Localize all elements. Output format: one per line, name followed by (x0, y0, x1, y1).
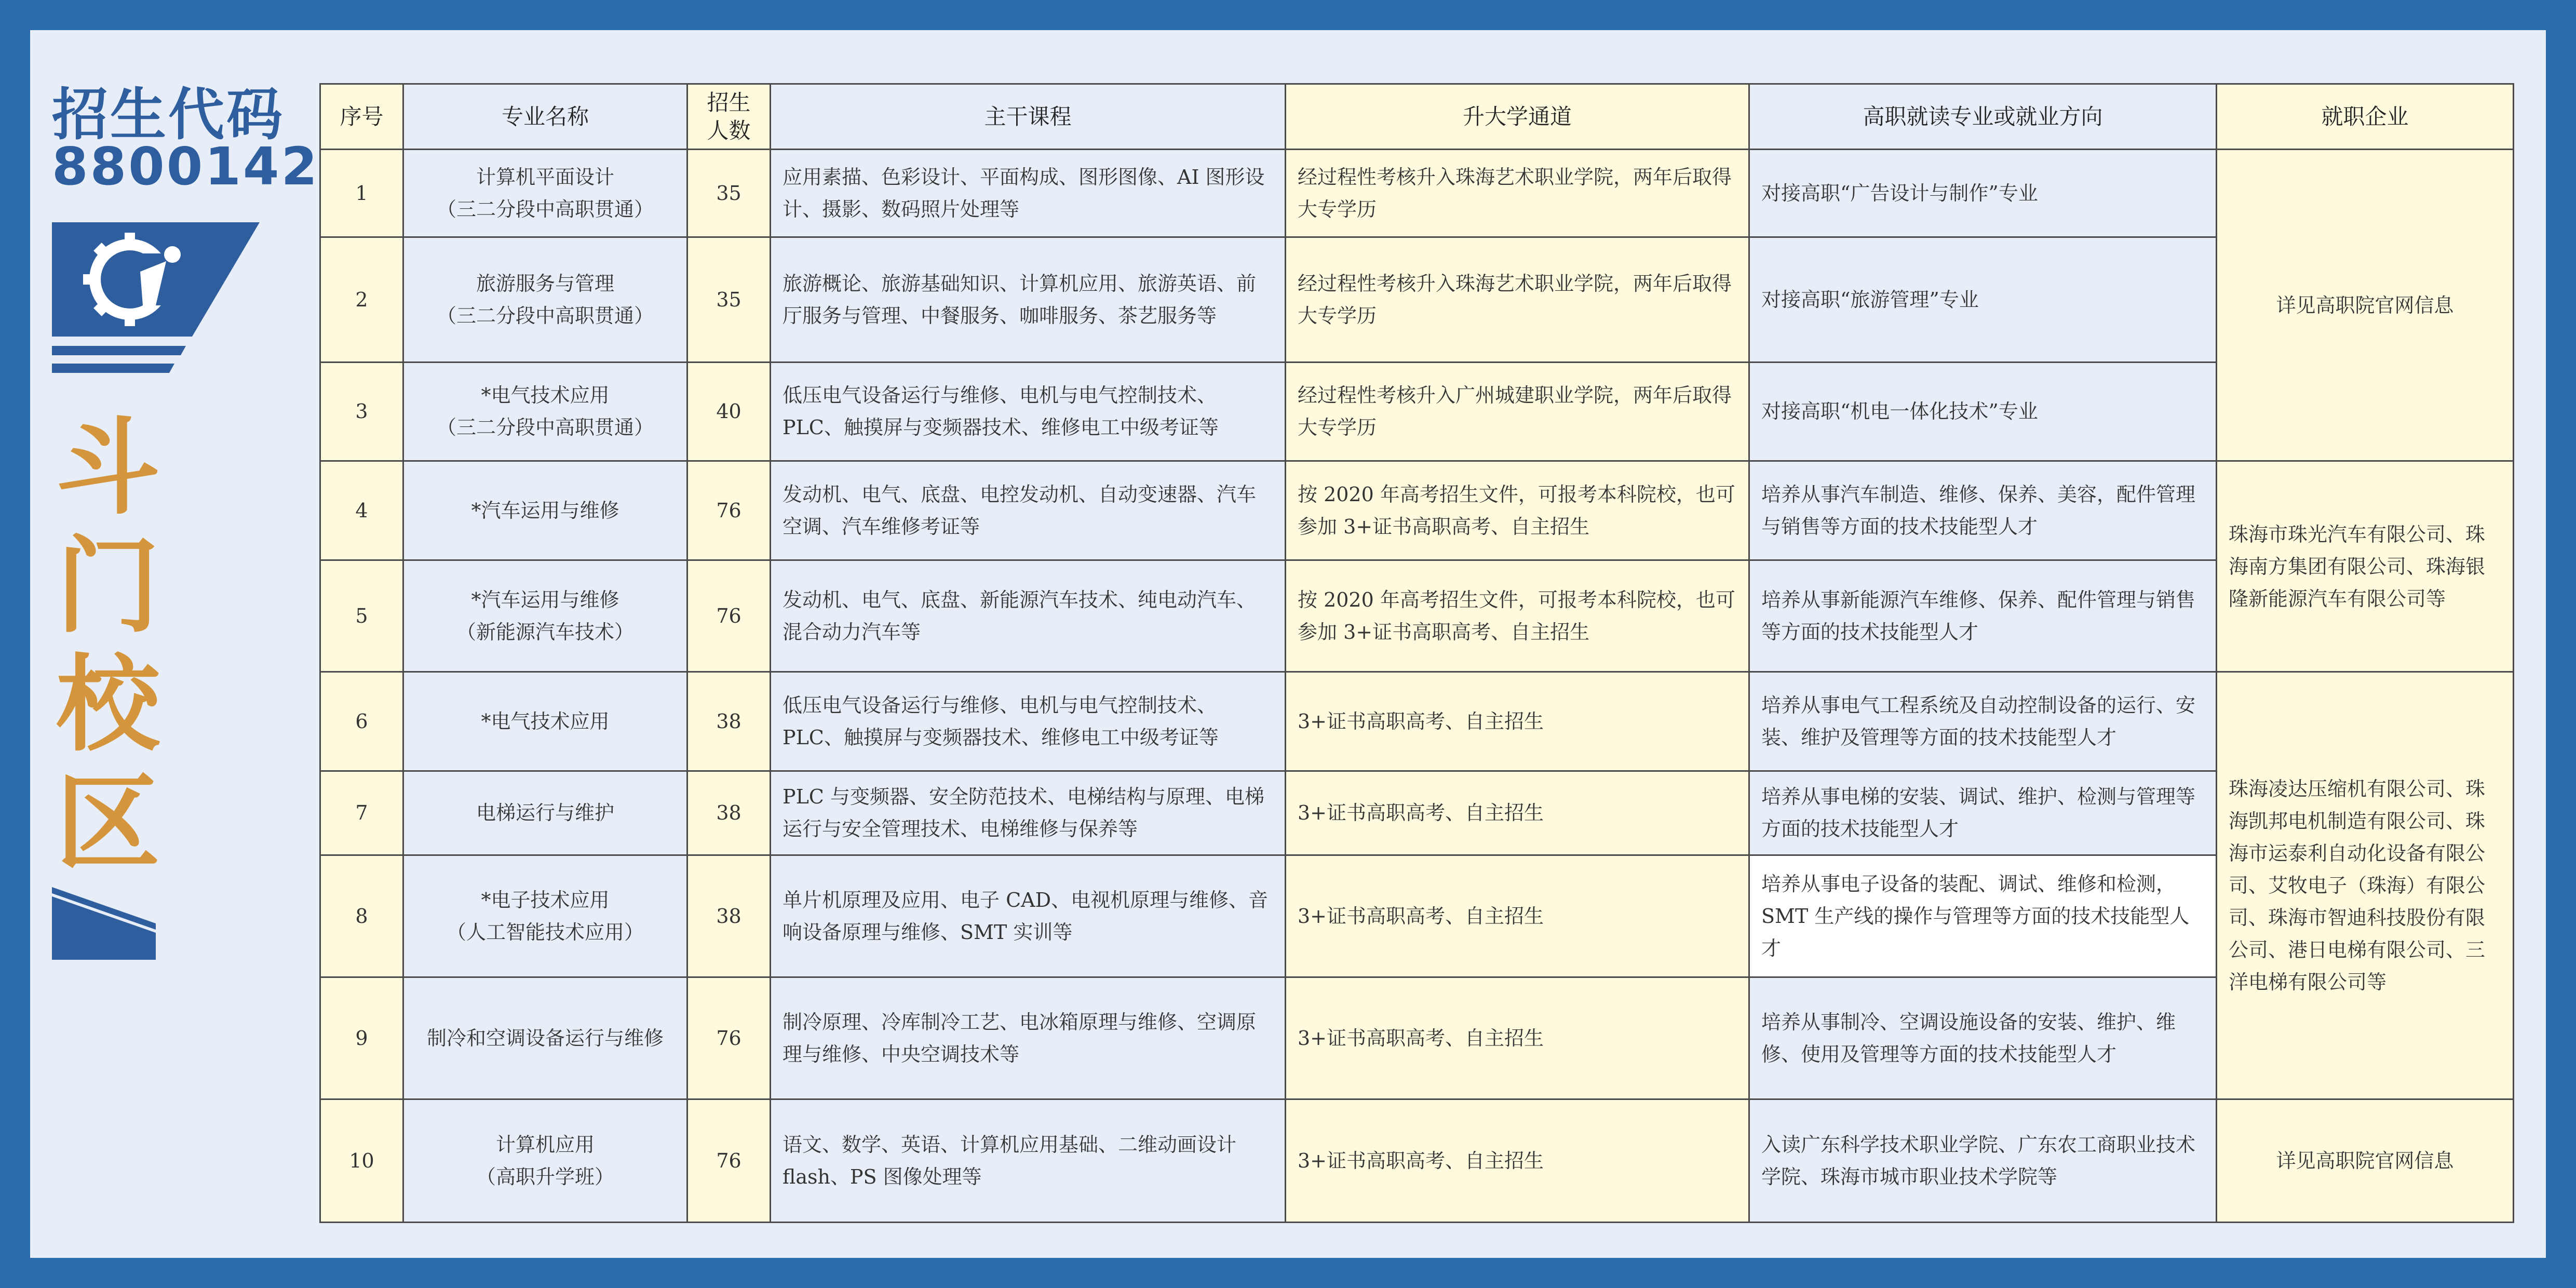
cell-direction: 培养从事汽车制造、维修、保养、美容，配件管理与销售等方面的技术技能型人才 (1749, 461, 2217, 560)
cell-name (403, 362, 687, 461)
header-name: 专业名称 (403, 84, 687, 150)
cell-higher: 3+证书高职高考、自主招生 (1286, 672, 1749, 771)
cell-enterprise: 详见高职院官网信息 (2217, 150, 2514, 461)
school-logo-icon (52, 222, 260, 388)
cell-name-main: *电子技术应用 (481, 889, 610, 912)
campus-name (51, 409, 165, 883)
cell-name (403, 237, 687, 362)
cell-direction: 培养从事电子设备的装配、调试、维修和检测，SMT 生产线的操作与管理等方面的技术技能型人才 (1749, 855, 2217, 977)
header-count-line2: 人数 (707, 117, 751, 143)
cell-higher: 按 2020 年高考招生文件，可报考本科院校，也可参加 3+证书高职高考、自主招生 (1286, 461, 1749, 560)
cell-courses: 低压电气设备运行与维修、电机与电气控制技术、PLC、触摸屏与变频器技术、维修电工中级考证等 (771, 362, 1286, 461)
cell-courses: 单片机原理及应用、电子 CAD、电视机原理与维修、音响设备原理与维修、SMT 实训等 (771, 855, 1286, 977)
cell-higher: 按 2020 年高考招生文件，可报考本科院校，也可参加 3+证书高职高考、自主招生 (1286, 560, 1749, 672)
cell-name-main: 计算机平面设计 (476, 165, 614, 189)
cell-name-sub: （三二分段中高职贯通） (436, 304, 654, 327)
decorative-stripe-icon (52, 887, 156, 960)
cell-name (403, 855, 687, 977)
header-num: 序号 (320, 84, 403, 150)
table-header-row (320, 84, 2514, 150)
cell-higher: 3+证书高职高考、自主招生 (1286, 771, 1749, 855)
cell-courses: 应用素描、色彩设计、平面构成、图形图像、AI 图形设计、摄影、数码照片处理等 (771, 150, 1286, 237)
table-row (320, 672, 2514, 771)
cell-enterprise: 珠海市珠光汽车有限公司、珠海南方集团有限公司、珠海银隆新能源汽车有限公司等 (2217, 461, 2514, 672)
cell-num: 1 (320, 150, 403, 237)
cell-count: 38 (687, 855, 771, 977)
header-courses: 主干课程 (771, 84, 1286, 150)
cell-direction: 培养从事电梯的安装、调试、维护、检测与管理等方面的技术技能型人才 (1749, 771, 2217, 855)
cell-name-main: 计算机应用 (495, 1133, 595, 1157)
cell-higher: 3+证书高职高考、自主招生 (1286, 855, 1749, 977)
cell-count: 76 (687, 977, 771, 1099)
cell-name (403, 977, 687, 1099)
cell-count: 38 (687, 771, 771, 855)
enrollment-code-number: 8800142 (52, 136, 320, 197)
poster-board (30, 30, 2546, 1258)
cell-courses: 低压电气设备运行与维修、电机与电气控制技术、PLC、触摸屏与变频器技术、维修电工中级考证等 (771, 672, 1286, 771)
cell-name (403, 150, 687, 237)
cell-name-main: *电气技术应用 (481, 384, 610, 407)
cell-count: 35 (687, 150, 771, 237)
cell-higher: 3+证书高职高考、自主招生 (1286, 977, 1749, 1099)
cell-name (403, 560, 687, 672)
cell-name-sub: （新能源汽车技术） (456, 620, 634, 643)
cell-higher: 3+证书高职高考、自主招生 (1286, 1099, 1749, 1223)
cell-name-sub: （人工智能技术应用） (446, 921, 644, 944)
cell-direction: 培养从事新能源汽车维修、保养、配件管理与销售等方面的技术技能型人才 (1749, 560, 2217, 672)
table-row (320, 1099, 2514, 1223)
table-row (320, 977, 2514, 1099)
major-table (319, 83, 2514, 1223)
cell-count: 76 (687, 560, 771, 672)
header-count-line1: 招生 (707, 89, 751, 115)
cell-name (403, 1099, 687, 1223)
cell-courses: PLC 与变频器、安全防范技术、电梯结构与原理、电梯运行与安全管理技术、电梯维修与保养等 (771, 771, 1286, 855)
cell-name (403, 672, 687, 771)
cell-name-main: *汽车运用与维修 (471, 588, 619, 611)
cell-count: 76 (687, 1099, 771, 1223)
cell-courses: 语文、数学、英语、计算机应用基础、二维动画设计 flash、PS 图像处理等 (771, 1099, 1286, 1223)
cell-num: 4 (320, 461, 403, 560)
cell-num: 5 (320, 560, 403, 672)
cell-name-sub: （三二分段中高职贯通） (436, 197, 654, 221)
header-enterprise: 就职企业 (2217, 84, 2514, 150)
cell-name (403, 771, 687, 855)
cell-higher: 经过程性考核升入珠海艺术职业学院，两年后取得大专学历 (1286, 150, 1749, 237)
cell-higher: 经过程性考核升入珠海艺术职业学院，两年后取得大专学历 (1286, 237, 1749, 362)
cell-direction: 培养从事制冷、空调设施设备的安装、维护、维修、使用及管理等方面的技术技能型人才 (1749, 977, 2217, 1099)
cell-num: 2 (320, 237, 403, 362)
cell-name-sub: （高职升学班） (476, 1165, 614, 1189)
cell-name-main: *汽车运用与维修 (471, 499, 619, 522)
cell-name-main: 电梯运行与维护 (476, 801, 614, 825)
table-row (320, 150, 2514, 237)
cell-direction: 对接高职“机电一体化技术”专业 (1749, 362, 2217, 461)
table-row (320, 855, 2514, 977)
cell-count: 40 (687, 362, 771, 461)
campus-char: 校 (56, 645, 160, 766)
cell-name (403, 461, 687, 560)
cell-courses: 制冷原理、冷库制冷工艺、电冰箱原理与维修、空调原理与维修、中央空调技术等 (771, 977, 1286, 1099)
cell-enterprise: 珠海凌达压缩机有限公司、珠海凯邦电机制造有限公司、珠海市运泰利自动化设备有限公司、艾牧电子（珠海）有限公司、珠海市智迪科技股份有限公司、港日电梯有限公司、三洋电梯有限公司等 (2217, 672, 2514, 1099)
cell-count: 35 (687, 237, 771, 362)
header-higher: 升大学通道 (1286, 84, 1749, 150)
cell-direction: 对接高职“广告设计与制作”专业 (1749, 150, 2217, 237)
cell-num: 8 (320, 855, 403, 977)
campus-char: 斗 (56, 408, 160, 529)
cell-num: 3 (320, 362, 403, 461)
table-row (320, 560, 2514, 672)
cell-count: 38 (687, 672, 771, 771)
cell-courses: 发动机、电气、底盘、电控发动机、自动变速器、汽车空调、汽车维修考证等 (771, 461, 1286, 560)
table-row (320, 237, 2514, 362)
cell-name-main: *电气技术应用 (481, 709, 610, 733)
enrollment-code-label: 招生代码 (52, 83, 285, 147)
table-row (320, 771, 2514, 855)
cell-courses: 发动机、电气、底盘、新能源汽车技术、纯电动汽车、混合动力汽车等 (771, 560, 1286, 672)
cell-name-sub: （三二分段中高职贯通） (436, 416, 654, 439)
cell-count: 76 (687, 461, 771, 560)
cell-direction: 对接高职“旅游管理”专业 (1749, 237, 2217, 362)
cell-direction: 入读广东科学技术职业学院、广东农工商职业技术学院、珠海市城市职业技术学院等 (1749, 1099, 2217, 1223)
cell-higher: 经过程性考核升入广州城建职业学院，两年后取得大专学历 (1286, 362, 1749, 461)
header-count (687, 84, 771, 150)
campus-char: 区 (56, 763, 160, 884)
cell-num: 10 (320, 1099, 403, 1223)
campus-char: 门 (56, 526, 160, 647)
cell-num: 7 (320, 771, 403, 855)
cell-name-main: 旅游服务与管理 (476, 272, 614, 295)
cell-name-main: 制冷和空调设备运行与维修 (426, 1027, 664, 1050)
table-row (320, 362, 2514, 461)
cell-enterprise: 详见高职院官网信息 (2217, 1099, 2514, 1223)
cell-num: 6 (320, 672, 403, 771)
table-row (320, 461, 2514, 560)
header-direction: 高职就读专业或就业方向 (1749, 84, 2217, 150)
cell-courses: 旅游概论、旅游基础知识、计算机应用、旅游英语、前厅服务与管理、中餐服务、咖啡服务、茶艺服务等 (771, 237, 1286, 362)
cell-num: 9 (320, 977, 403, 1099)
cell-direction: 培养从事电气工程系统及自动控制设备的运行、安装、维护及管理等方面的技术技能型人才 (1749, 672, 2217, 771)
